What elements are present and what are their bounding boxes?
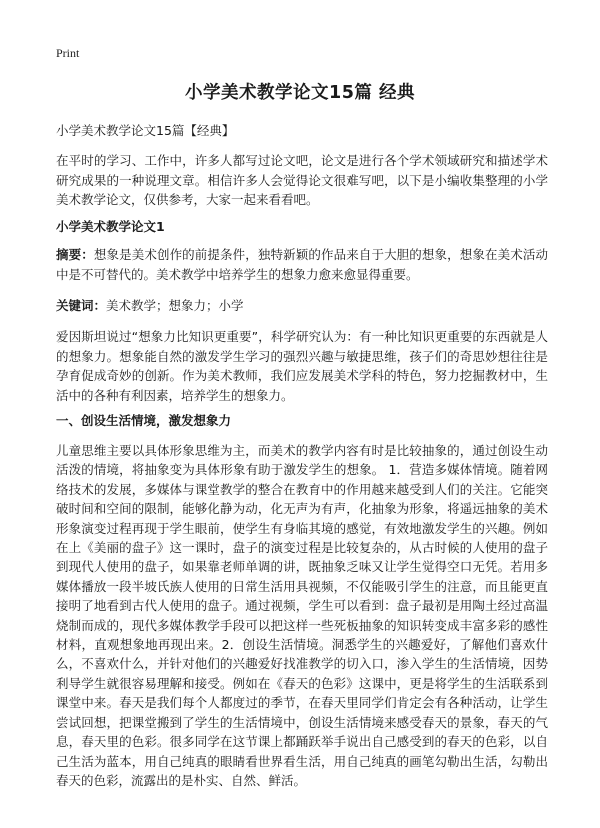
body-paragraph-1: 爱因斯坦说过“想象力比知识更重要”，科学研究认为：有一种比知识更重要的东西就是人的想象力。想象能自然的激发学生学习的强烈兴趣与敏捷思维，孩子们的奇思妙想往往是孕育促成奇妙的创新。作为美术教师，我们应发展美术学科的特色，努力挖掘教材中，生活中的各种有利因素，培养学生的想象力。 bbox=[56, 329, 548, 403]
intro-paragraph: 在平时的学习、工作中，许多人都写过论文吧，论文是进行各个学术领域研究和描述学术研究成果的一种说理文章。相信许多人会觉得论文很难写吧，以下是小编收集整理的小学美术教学论文，仅供参考，大家一起来看看吧。 bbox=[56, 153, 548, 207]
body-paragraph-2: 儿童思维主要以具体形象思维为主，而美术的教学内容有时是比较抽象的，通过创设生动活泼的情境，将抽象变为具体形象有助于激发学生的想象。 1．营造多媒体情境。随着网络技术的发展，多媒体与课堂教学的整合在教育中的作用越来越受到人们的关注。它能突破时间和空间的限制，能够化静为动，化无声为有声，化抽象为形象，将遥远抽象的美术形象演变过程再现于学生眼前，使学生有身临其境的感觉，有效地激发学生的兴趣。例如在上《美丽的盘子》这一课时，盘子的演变过程是比较复杂的，从古时候的人使用的盘子到现代人使用的盘子，如果靠老师单调的讲，既抽象乏味又让学生觉得空口无凭。若用多媒体播放一段半坡氏族人使用的日常生活用具视频，不仅能吸引学生的注意，而且能更直接明了地看到古代人使用的盘子。通过视频，学生可以看到：盘子最初是用陶土经过高温烧制而成的，现代多媒体教学手段可以把这样一些死板抽象的知识转变成丰富多彩的感性材料，直观想象地再现出来。2．创设生活情境。洞悉学生的兴趣爱好，了解他们喜欢什么，不喜欢什么，并针对他们的兴趣爱好找准教学的切入口，渗入学生的生活情境，因势利导学生就很容易理解和接受。例如在《春天的色彩》这课中，更是将学生的生活联系到课堂中来。春天是我们每个人都度过的季节，在春天里同学们肯定会有各种活动，让学生尝试回想，把课堂搬到了学生的生活情境中，创设生活情境来感受春天的景象，春天的气息，春天里的色彩。很多同学在这节课上都踊跃举手说出自己感受到的春天的色彩，以自己生活为蓝本，用自己纯真的眼睛看世界看生活，用自己纯真的画笔勾勒出生活，勾勒出春天的色彩，流露出的是朴实、自然、鲜活。 bbox=[56, 443, 548, 788]
abstract-label: 摘要： bbox=[56, 247, 94, 262]
page-title: 小学美术教学论文15篇 经典 bbox=[185, 83, 415, 103]
keywords-label: 关键词： bbox=[56, 298, 107, 313]
section-heading: 小学美术教学论文1 bbox=[56, 219, 165, 234]
print-link[interactable]: Print bbox=[56, 46, 80, 60]
document-subtitle: 小学美术教学论文15篇【经典】 bbox=[56, 123, 235, 138]
keywords-paragraph bbox=[56, 296, 548, 316]
subsection-heading: 一、创设生活情境，激发想象力 bbox=[56, 413, 232, 428]
abstract-text: 想象是美术创作的前提条件，独特新颖的作品来自于大胆的想象，想象在美术活动中是不可替代的。美术教学中培养学生的想象力愈来愈显得重要。 bbox=[56, 247, 548, 282]
keywords-text: 美术教学；想象力；小学 bbox=[106, 298, 244, 313]
abstract-paragraph bbox=[56, 245, 548, 284]
